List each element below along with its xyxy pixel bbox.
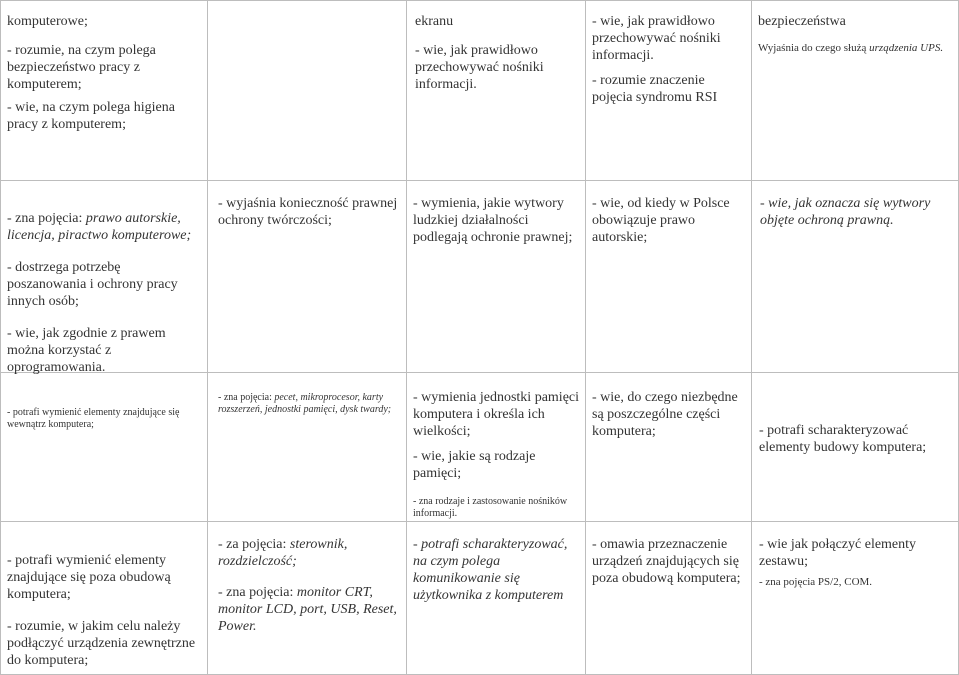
text-line: - wie, jakie są rodzaje pamięci; (413, 449, 536, 481)
text-line (218, 536, 402, 570)
row2-col4 (592, 195, 746, 246)
row2-col2 (218, 195, 402, 229)
italic-span: urządzenia UPS. (869, 42, 944, 54)
col-border (0, 0, 1, 675)
row1-col1 (7, 13, 203, 133)
italic-span: monitor CRT, monitor LCD, port, USB, Reset, Power. (218, 585, 397, 634)
row-border (0, 521, 959, 522)
row4-col4 (592, 536, 746, 587)
text-line: - potrafi scharakteryzować, na czym polega komunikowanie się użytkownika z komputerem (413, 537, 568, 603)
text-span: - za pojęcia: (218, 537, 290, 552)
col-border (207, 0, 208, 675)
row4-col1 (7, 552, 203, 669)
row3-col2 (218, 392, 402, 416)
col-border (751, 0, 752, 675)
row2-col3 (413, 195, 581, 246)
row2-col5 (760, 195, 954, 229)
text-line (218, 392, 402, 416)
row4-col2 (218, 536, 402, 635)
text-line: - wie, do czego niezbędne są poszczególne części komputera; (592, 390, 738, 439)
row3-col4 (592, 389, 746, 440)
text-line (758, 42, 954, 55)
text-span: Wyjaśnia do czego służą (758, 42, 870, 54)
text-line: - zna pojęcia PS/2, COM. (759, 576, 873, 588)
text-line: - dostrzega potrzebę poszanowania i ochrony pracy innych osób; (7, 260, 178, 309)
row3-col1 (7, 407, 203, 431)
italic-span: sterownik, rozdzielczość; (218, 537, 348, 569)
text-line: - wie, jak zgodnie z prawem można korzystać z oprogramowania. (7, 326, 166, 375)
text-line: - wie, jak prawidłowo przechowywać nośniki informacji. (415, 43, 544, 92)
text-line: - potrafi wymienić elementy znajdujące się poza obudową komputera; (7, 553, 171, 602)
text-line (7, 210, 203, 244)
text-line: - potrafi wymienić elementy znajdujące się wewnątrz komputera; (7, 407, 180, 430)
text-line: - wie, jak prawidłowo przechowywać nośniki informacji. (592, 14, 721, 63)
text-line: - wie jak połączyć elementy zestawu; (759, 537, 917, 569)
row1-col4 (758, 13, 954, 55)
text-line: - omawia przeznaczenie urządzeń znajdujących się poza obudową komputera; (592, 537, 741, 586)
text-line: - wie, jak oznacza się wytwory objęte ochroną prawną. (760, 196, 931, 228)
text-span: - zna pojęcia: (218, 392, 275, 403)
row2-col1 (7, 210, 203, 376)
row1-col3 (592, 13, 746, 106)
text-line: - rozumie znaczenie pojęcia syndromu RSI (592, 73, 718, 105)
row1-col2 (415, 13, 581, 93)
text-line: - zna rodzaje i zastosowanie nośników informacji. (413, 496, 568, 519)
text-line: - wymienia, jakie wytwory ludzkiej działalności podlegają ochronie prawnej; (413, 196, 573, 245)
text-line: - potrafi scharakteryzować elementy budowy komputera; (759, 423, 927, 455)
row3-col5 (759, 422, 955, 456)
text-line: - wie, od kiedy w Polsce obowiązuje prawo autorskie; (592, 196, 730, 245)
text-line: - wymienia jednostki pamięci komputera i określa ich wielkości; (413, 390, 580, 439)
row3-col3 (413, 389, 581, 520)
italic-span: prawo autorskie, licencja, piractwo komputerowe; (7, 211, 192, 243)
text-line: komputerowe; (7, 14, 88, 29)
text-span: - zna pojęcia: (218, 585, 297, 600)
text-line: - wie, na czym polega higiena pracy z komputerem; (7, 100, 175, 132)
text-line: bezpieczeństwa (758, 14, 846, 29)
col-border (406, 0, 407, 675)
row-border (0, 180, 959, 181)
row4-col5 (759, 536, 955, 589)
row4-col3 (413, 536, 581, 604)
col-border (585, 0, 586, 675)
italic-span: pecet, mikroprocesor, karty rozszerzeń, jednostki pamięci, dysk twardy; (218, 392, 392, 415)
text-line: - rozumie, w jakim celu należy podłączyć urządzenia zewnętrzne do komputera; (7, 619, 196, 668)
text-line: - wyjaśnia konieczność prawnej ochrony twórczości; (218, 196, 398, 228)
text-line: ekranu (415, 14, 454, 29)
row-border (0, 0, 959, 1)
text-line: - rozumie, na czym polega bezpieczeństwo pracy z komputerem; (7, 43, 156, 92)
text-span: - zna pojęcia: (7, 211, 86, 226)
text-line (218, 584, 402, 635)
